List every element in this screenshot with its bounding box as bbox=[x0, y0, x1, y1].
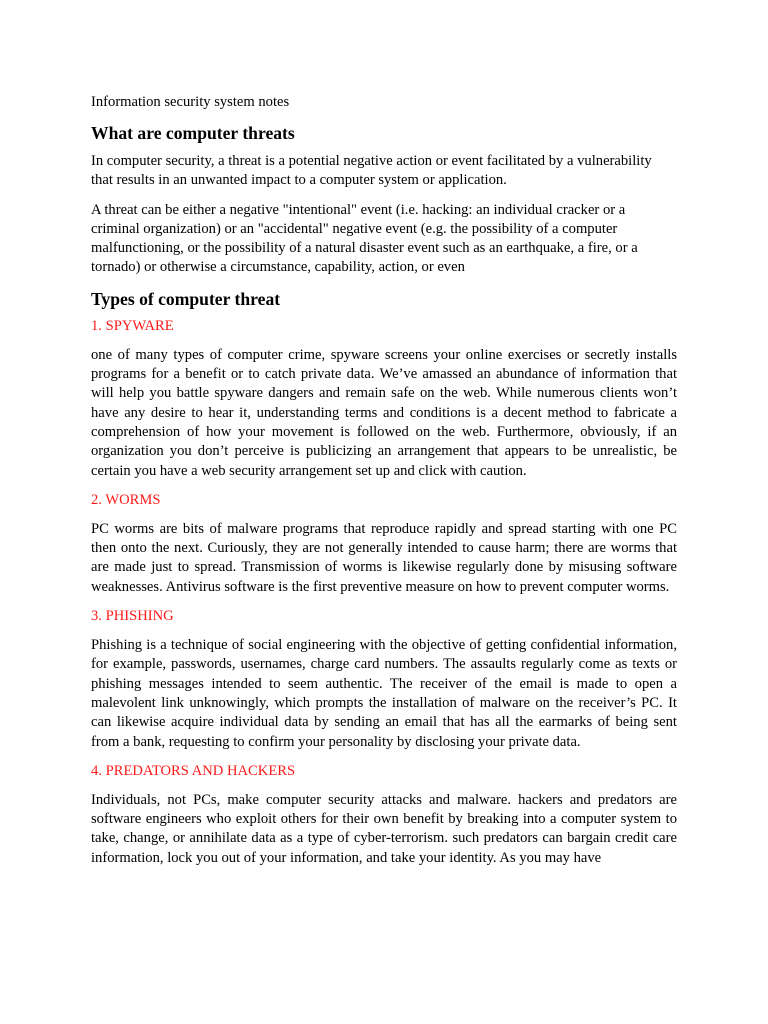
section-heading-predators-and-hackers: 4. PREDATORS AND HACKERS bbox=[91, 762, 296, 779]
intro-paragraph-1: In computer security, a threat is a potential negative action or event facilitated by a vulnerability that results in an unwanted impact to a computer system or application. bbox=[91, 153, 652, 189]
heading-what-are-computer-threats: What are computer threats bbox=[91, 123, 295, 143]
intro-paragraph-2: A threat can be either a negative "intentional" event (i.e. hacking: an individual cracker or a criminal organization) or an "accidental" negative event (e.g. the possibility of a computer malfunctioning, or the possibility of a natural disaster event such as an earthquake, a fire, or a tornado) or otherwise a circumstance, capability, action, or even bbox=[91, 201, 638, 276]
section-body-phishing: Phishing is a technique of social engineering with the objective of getting confidential information, for example, passwords, usernames, charge card numbers. The assaults regularly come as texts or phishing messages intended to seem authentic. The receiver of the email is made to open a malevolent link unknowingly, which prompts the installation of malware on the receiver’s PC. It can likewise acquire individual data by sending an email that has all the earmarks of being sent from a bank, requesting to confirm your personality by disclosing your private data. bbox=[91, 637, 677, 750]
section-heading-spyware: 1. SPYWARE bbox=[91, 317, 174, 334]
document-page bbox=[91, 93, 677, 878]
section-body-spyware: one of many types of computer crime, spyware screens your online exercises or secretly installs programs for a benefit or to catch private data. We’ve amassed an abundance of information that will help you battle spyware dangers and remain safe on the web. While numerous clients won’t have any desire to hear it, understanding terms and conditions is a decent method to fabricate a comprehension of how your movement is followed on the web. Furthermore, obviously, if an organization you don’t perceive is publicizing an arrangement that appears to be unrealistic, be certain you have a web security arrangement set up and click with caution. bbox=[91, 346, 677, 479]
section-heading-worms: 2. WORMS bbox=[91, 491, 161, 508]
section-body-worms: PC worms are bits of malware programs that reproduce rapidly and spread starting with one PC then onto the next. Curiously, they are not generally intended to cause harm; there are worms that are made just to spread. Transmission of worms is likewise regularly done by misusing software weaknesses. Antivirus software is the first preventive measure on how to prevent computer worms. bbox=[91, 520, 677, 595]
section-heading-phishing: 3. PHISHING bbox=[91, 608, 174, 625]
heading-types-of-computer-threat: Types of computer threat bbox=[91, 288, 281, 309]
section-body-predators-and-hackers: Individuals, not PCs, make computer security attacks and malware. hackers and predators are software engineers who exploit others for their own benefit by breaking into a computer system to take, change, or annihilate data as a type of cyber-terrorism. such predators can bargain credit care information, lock you out of your information, and take your identity. As you may have bbox=[91, 791, 677, 866]
document-title: Information security system notes bbox=[91, 94, 290, 110]
